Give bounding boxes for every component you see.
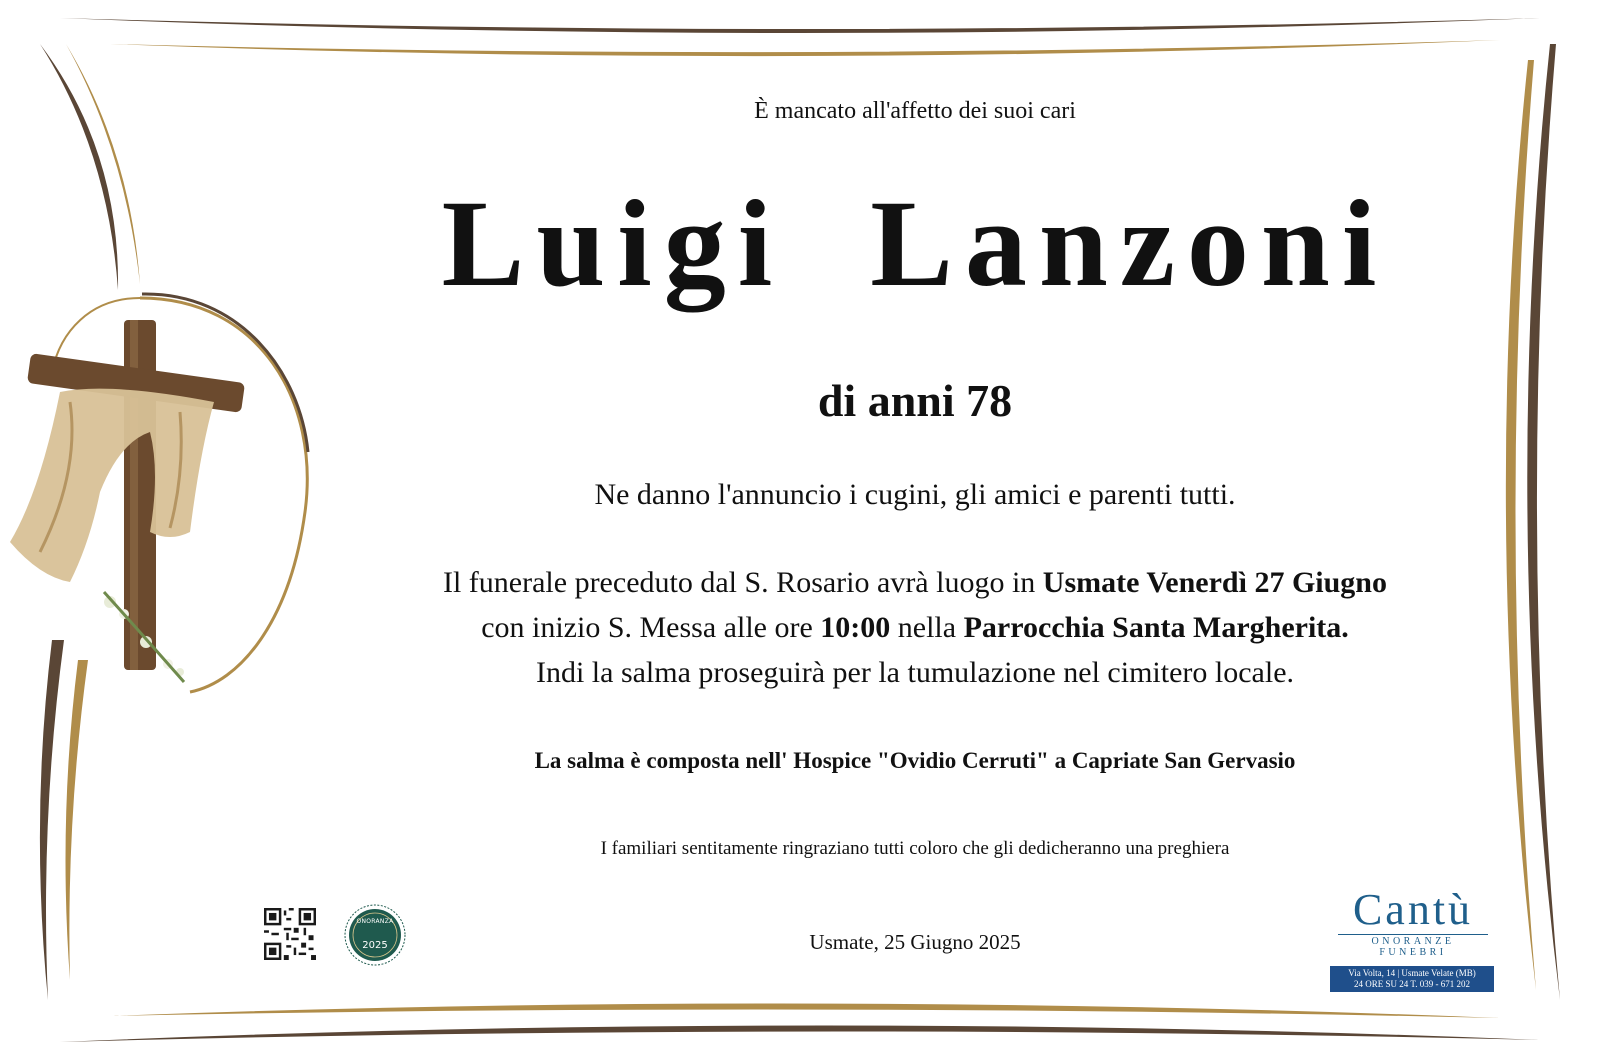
funeral-church: Parrocchia Santa Margherita.: [963, 611, 1349, 644]
logo-subtitle: ONORANZE FUNEBRI: [1338, 934, 1488, 958]
funeral-line-3: Indi la salma proseguirà per la tumulazione nel cimitero locale.: [535, 656, 1295, 689]
age-text: di anni 78: [817, 375, 1013, 426]
qr-code-icon[interactable]: [264, 908, 316, 960]
thanks-text: I familiari sentitamente ringraziano tutti coloro che gli dedicheranno una preghiera: [600, 838, 1230, 859]
funeral-line-2: [300, 605, 1530, 650]
deceased-name: Luigi Lanzoni: [441, 175, 1389, 312]
funeral-line-1: [300, 560, 1530, 605]
intro-text: È mancato all'affetto dei suoi cari: [754, 98, 1076, 124]
logo-contact-box: [1330, 966, 1494, 992]
badge-label: ONORANZA: [356, 918, 394, 925]
funeral-line-1-text: Il funerale preceduto dal S. Rosario avrà luogo in: [442, 566, 1043, 599]
funeral-time: 10:00: [820, 611, 891, 644]
logo-hours-phone: [1334, 979, 1490, 990]
funeral-home-logo: [1330, 885, 1496, 992]
announcement-text: Ne danno l'annuncio i cugini, gli amici e parenti tutti.: [594, 478, 1236, 511]
hospice-text: La salma è composta nell' Hospice "Ovidio Cerruti" a Capriate San Gervasio: [534, 748, 1296, 773]
cross-image: [0, 292, 320, 712]
funeral-line-2-joiner: nella: [890, 611, 964, 644]
date-text: Usmate, 25 Giugno 2025: [809, 930, 1021, 954]
award-badge-icon: [344, 904, 406, 966]
logo-phone: T. 039 - 671 202: [1410, 979, 1470, 989]
logo-address: Via Volta, 14 | Usmate Velate (MB): [1348, 968, 1476, 978]
logo-hours: 24 ORE SU 24: [1354, 979, 1409, 989]
funeral-place-date: Usmate Venerdì 27 Giugno: [1042, 566, 1387, 599]
funeral-line-2-text: con inizio S. Messa alle ore: [481, 611, 821, 644]
badge-year: 2025: [362, 940, 388, 951]
funeral-details: [300, 560, 1530, 695]
logo-name: Cantù: [1352, 885, 1474, 934]
